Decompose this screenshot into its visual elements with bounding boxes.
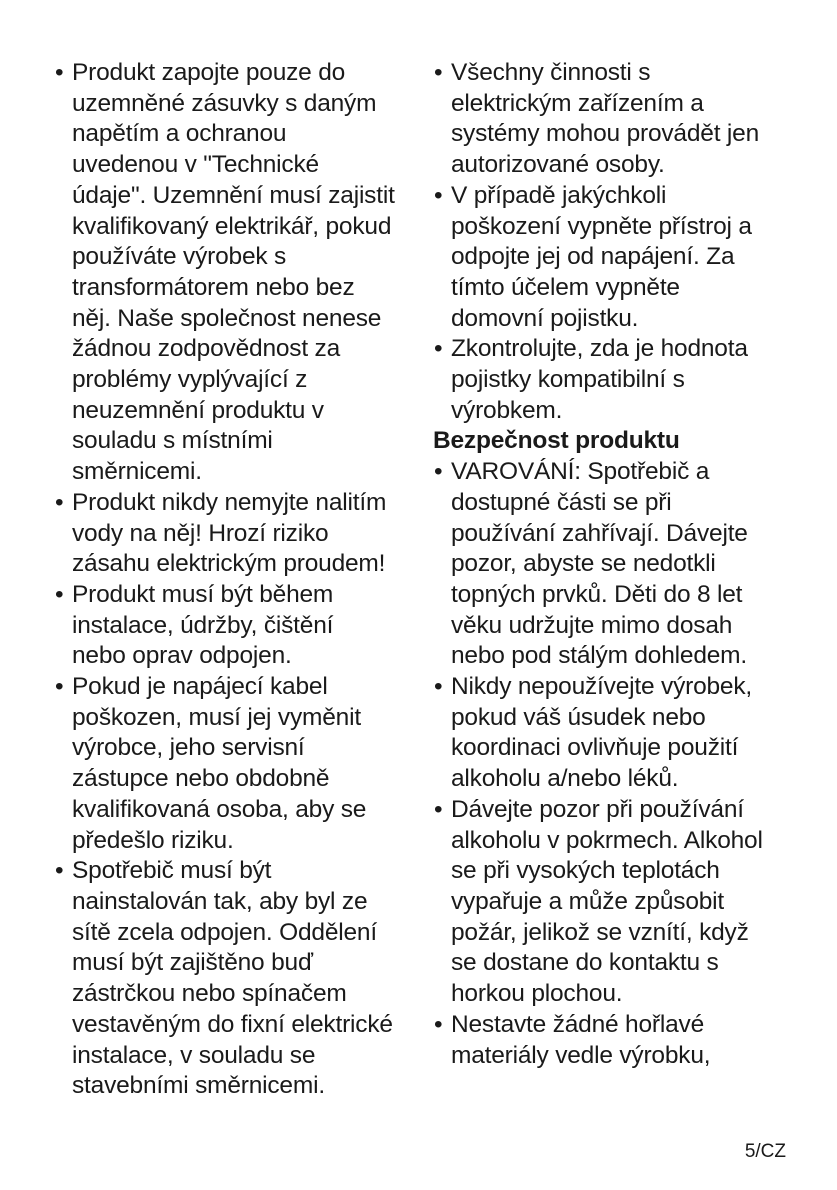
- text-line: instalace, údržby, čištění: [72, 611, 334, 639]
- text-line: žádnou zodpovědnost za: [72, 335, 341, 363]
- list-item: [433, 672, 793, 795]
- text-line: problémy vyplývající z: [72, 366, 308, 394]
- right-column: [433, 58, 793, 1071]
- text-line: • Pokud je napájecí kabel: [72, 673, 328, 701]
- text-line: • Zkontrolujte, zda je hodnota: [451, 335, 748, 363]
- text-line: • Produkt zapojte pouze do: [72, 59, 346, 86]
- text-line: instalace, v souladu se: [72, 1041, 316, 1069]
- list-item: [433, 1010, 793, 1071]
- text-line: věku udržujte mimo dosah: [451, 611, 733, 639]
- text-line: autorizované osoby.: [451, 151, 665, 179]
- text-line: sítě zcela odpojen. Oddělení: [72, 918, 377, 946]
- text-line: • Všechny činnosti s: [451, 59, 651, 86]
- text-line: pozor, abyste se nedotkli: [451, 550, 716, 578]
- text-line: alkoholu v pokrmech. Alkohol: [451, 826, 763, 854]
- text-line: nebo pod stálým dohledem.: [451, 642, 747, 670]
- list-item: [433, 58, 793, 181]
- text-line: elektrickým zařízením a: [451, 89, 704, 117]
- text-line: • Dávejte pozor při používání: [451, 795, 744, 823]
- text-line: • Produkt musí být během: [72, 580, 334, 608]
- text-line: výrobkem.: [451, 396, 563, 424]
- warning-item: [433, 457, 793, 672]
- warning-label: VAROVÁNÍ:: [451, 458, 581, 486]
- text-line: musí být zajištěno buď: [72, 949, 313, 977]
- text-line: pokud váš úsudek nebo: [451, 703, 706, 731]
- left-bullet-list: [54, 58, 414, 1102]
- text-line: používáte výrobek s: [72, 243, 287, 271]
- text-line: předešlo riziku.: [72, 826, 234, 854]
- list-item: [54, 488, 414, 580]
- text-line: • V případě jakýchkoli: [451, 181, 667, 209]
- text-line: topných prvků. Děti do 8 let: [451, 580, 743, 608]
- text-line: [451, 457, 793, 488]
- text-line: směrnicemi.: [72, 458, 202, 486]
- text-line: • Produkt nikdy nemyjte nalitím: [72, 488, 387, 516]
- text-line: stavebními směrnicemi.: [72, 1072, 325, 1100]
- text-line: systémy mohou provádět jen: [451, 120, 760, 148]
- text-line: alkoholu a/nebo léků.: [451, 765, 679, 793]
- text-line: dostupné části se při: [451, 488, 672, 516]
- text-line: požár, jelikož se vznítí, když: [451, 918, 749, 946]
- list-item: [54, 672, 414, 856]
- text-line: vody na něj! Hrozí riziko: [72, 519, 329, 547]
- list-item: [433, 795, 793, 1010]
- text-line: vestavěným do fixní elektrické: [72, 1010, 393, 1038]
- text-line: kvalifikovaný elektrikář, pokud: [72, 212, 392, 240]
- text-line: domovní pojistku.: [451, 304, 639, 332]
- text-line: zástrčkou nebo spínačem: [72, 980, 347, 1008]
- text-line: vypařuje a může způsobit: [451, 887, 725, 915]
- text-line: používání zahřívají. Dávejte: [451, 519, 748, 547]
- text-line: • Nikdy nepoužívejte výrobek,: [451, 673, 753, 701]
- text-line: údaje". Uzemnění musí zajistit: [72, 181, 395, 209]
- page-number: 5/CZ: [744, 1141, 786, 1162]
- text-line: horkou plochou.: [451, 980, 623, 1008]
- text-line: nainstalován tak, aby byl ze: [72, 887, 368, 915]
- text-line: transformátorem nebo bez: [72, 273, 355, 301]
- text-line: poškozen, musí jej vyměnit: [72, 703, 361, 731]
- text-line: materiály vedle výrobku,: [451, 1041, 711, 1069]
- text-line: něj. Naše společnost nenese: [72, 304, 382, 332]
- right-bullet-list-bottom: [433, 457, 793, 1071]
- text-line: odpojte jej od napájení. Za: [451, 243, 735, 271]
- text-line: zásahu elektrickým proudem!: [72, 550, 386, 578]
- warning-first-line: Spotřebič a: [580, 458, 710, 486]
- text-line: napětím a ochranou: [72, 120, 287, 148]
- list-item: [54, 580, 414, 672]
- list-item: [54, 58, 414, 488]
- left-column: [54, 58, 414, 1102]
- text-line: koordinaci ovlivňuje použití: [451, 734, 739, 762]
- section-heading: Bezpečnost produktu: [433, 427, 680, 455]
- text-line: kvalifikovaná osoba, aby se: [72, 795, 367, 823]
- text-line: neuzemnění produktu v: [72, 396, 324, 424]
- text-line: tímto účelem vypněte: [451, 273, 680, 301]
- text-line: poškození vypněte přístroj a: [451, 212, 752, 240]
- text-line: nebo oprav odpojen.: [72, 642, 292, 670]
- text-line: • Nestavte žádné hořlavé: [451, 1010, 705, 1038]
- text-line: se při vysokých teplotách: [451, 857, 720, 885]
- list-item: [433, 334, 793, 426]
- text-line: uzemněné zásuvky s daným: [72, 89, 377, 117]
- right-bullet-list-top: [433, 58, 793, 426]
- list-item: [433, 181, 793, 335]
- text-line: uvedenou v "Technické: [72, 151, 319, 179]
- text-line: zástupce nebo obdobně: [72, 765, 330, 793]
- text-line: výrobce, jeho servisní: [72, 734, 305, 762]
- text-line: • Spotřebič musí být: [72, 857, 272, 885]
- text-line: pojistky kompatibilní s: [451, 366, 685, 394]
- list-item: [54, 856, 414, 1102]
- text-line: se dostane do kontaktu s: [451, 949, 719, 977]
- text-line: souladu s místními: [72, 427, 273, 455]
